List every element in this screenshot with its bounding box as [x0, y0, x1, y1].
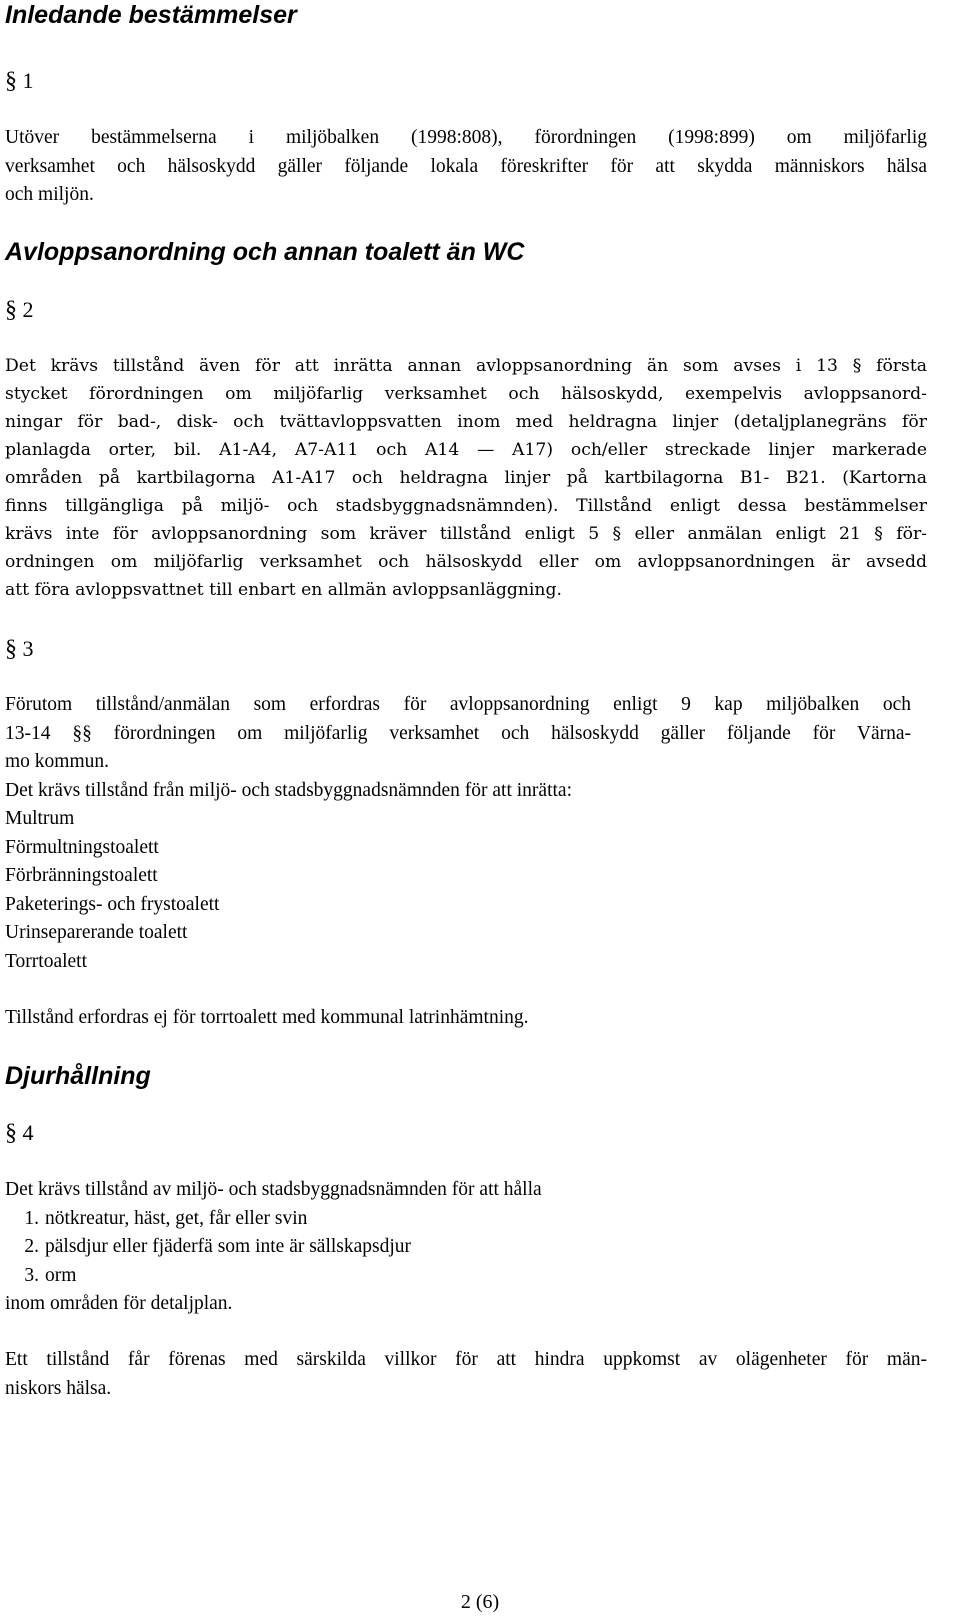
paragraph-1-line: Utöver bestämmelserna i miljöbalken (1998:808), förordningen (1998:899) om miljöfarlig	[5, 127, 927, 148]
list-item-text: orm	[45, 1264, 77, 1286]
heading-djurhallning: Djurhållning	[5, 1062, 151, 1090]
list-item-text: pälsdjur eller fjäderfä som inte är sällskapsdjur	[45, 1236, 412, 1257]
list-item	[5, 1205, 542, 1234]
toilet-item: Paketerings- och frystoalett	[5, 893, 220, 915]
paragraph-5-outro: inom områden för detaljplan.	[5, 1293, 233, 1314]
paragraph-3	[5, 691, 911, 805]
paragraph-2-line: krävs inte för avloppsanordning som kräver tillstånd enligt 5 § eller anmälan enligt 21 § för-	[5, 524, 927, 544]
heading-avloppsanordning: Avloppsanordning och annan toalett än WC	[5, 238, 525, 266]
list-item-number: 1.	[24, 1207, 39, 1229]
paragraph-2-line: områden på kartbilagorna A1-A17 och heldragna linjer på kartbilagorna B1- B21. (Kartorna	[5, 468, 927, 488]
section-symbol: §	[5, 1120, 17, 1146]
animal-list	[5, 1205, 542, 1291]
paragraph-2	[5, 352, 927, 604]
paragraph-6-line: niskors hälsa.	[5, 1377, 112, 1399]
paragraph-2-line: planlagda orter, bil. A1-A4, A7-A11 och A14 — A17) och/eller streckade linjer markerade	[5, 440, 927, 460]
page-number: 2 (6)	[460, 1591, 500, 1613]
section-2-label	[5, 297, 34, 323]
paragraph-3-line: Det krävs tillstånd från miljö- och stadsbyggnadsnämnden för att inrätta:	[5, 779, 572, 801]
paragraph-6-line: Ett tillstånd får förenas med särskilda villkor för att hindra uppkomst av olägenheter för män-	[5, 1349, 927, 1370]
toilet-list	[5, 805, 219, 976]
list-item-text: nötkreatur, häst, get, får eller svin	[45, 1207, 308, 1229]
section-3-label	[5, 636, 34, 662]
paragraph-2-line: ningar för bad-, disk- och tvättavloppsvatten inom med heldragna linjer (detaljplanegräns för	[5, 412, 927, 432]
paragraph-1	[5, 124, 927, 210]
paragraph-3-line: 13-14 §§ förordningen om miljöfarlig verksamhet och hälsoskydd gäller följande för Värna-	[5, 722, 911, 744]
paragraph-2-line: finns tillgängliga på miljö- och stadsbyggnadsnämnden). Tillstånd enligt dessa bestämmelser	[5, 496, 927, 516]
paragraph-6	[5, 1346, 927, 1403]
toilet-item: Förmultningstoalett	[5, 836, 159, 858]
section-symbol: §	[5, 636, 17, 662]
section-4-label	[5, 1120, 34, 1146]
section-symbol: §	[5, 68, 17, 94]
paragraph-5	[5, 1176, 542, 1319]
toilet-item: Torrtoalett	[5, 950, 88, 972]
paragraph-4-line: Tillstånd erfordras ej för torrtoalett med kommunal latrinhämtning.	[5, 1007, 529, 1028]
toilet-item: Förbränningstoalett	[5, 865, 158, 886]
list-item-number: 2.	[24, 1236, 39, 1257]
section-1-label	[5, 68, 34, 94]
section-symbol: §	[5, 297, 17, 323]
paragraph-1-line: verksamhet och hälsoskydd gäller följande lokala föreskrifter för att skydda människors hälsa	[5, 155, 927, 177]
list-item	[5, 1233, 542, 1262]
section-number: 3	[22, 636, 34, 661]
section-number: 4	[22, 1120, 34, 1145]
paragraph-3-line: Förutom tillstånd/anmälan som erfordras för avloppsanordning enligt 9 kap miljöbalken och	[5, 694, 911, 715]
paragraph-2-line: att föra avloppsvattnet till enbart en allmän avloppsanläggning.	[5, 580, 562, 600]
section-number: 2	[22, 297, 34, 322]
toilet-item: Urinseparerande toalett	[5, 922, 188, 943]
section-number: 1	[22, 68, 34, 93]
paragraph-3-line: mo kommun.	[5, 751, 110, 772]
paragraph-4	[5, 1004, 529, 1033]
paragraph-2-line: ordningen om miljöfarlig verksamhet och hälsoskydd eller om avloppsanordningen är avsedd	[5, 552, 927, 572]
heading-inledande: Inledande bestämmelser	[5, 1, 297, 29]
paragraph-2-line: Det krävs tillstånd även för att inrätta annan avloppsanordning än som avses i 13 § första	[5, 356, 927, 376]
list-item-number: 3.	[24, 1264, 39, 1286]
paragraph-1-line: och miljön.	[5, 184, 94, 205]
toilet-item: Multrum	[5, 808, 75, 829]
paragraph-2-line: stycket förordningen om miljöfarlig verksamhet och hälsoskydd, exempelvis avloppsanord-	[5, 384, 927, 404]
list-item	[5, 1262, 542, 1291]
paragraph-5-intro: Det krävs tillstånd av miljö- och stadsbyggnadsnämnden för att hålla	[5, 1179, 542, 1200]
